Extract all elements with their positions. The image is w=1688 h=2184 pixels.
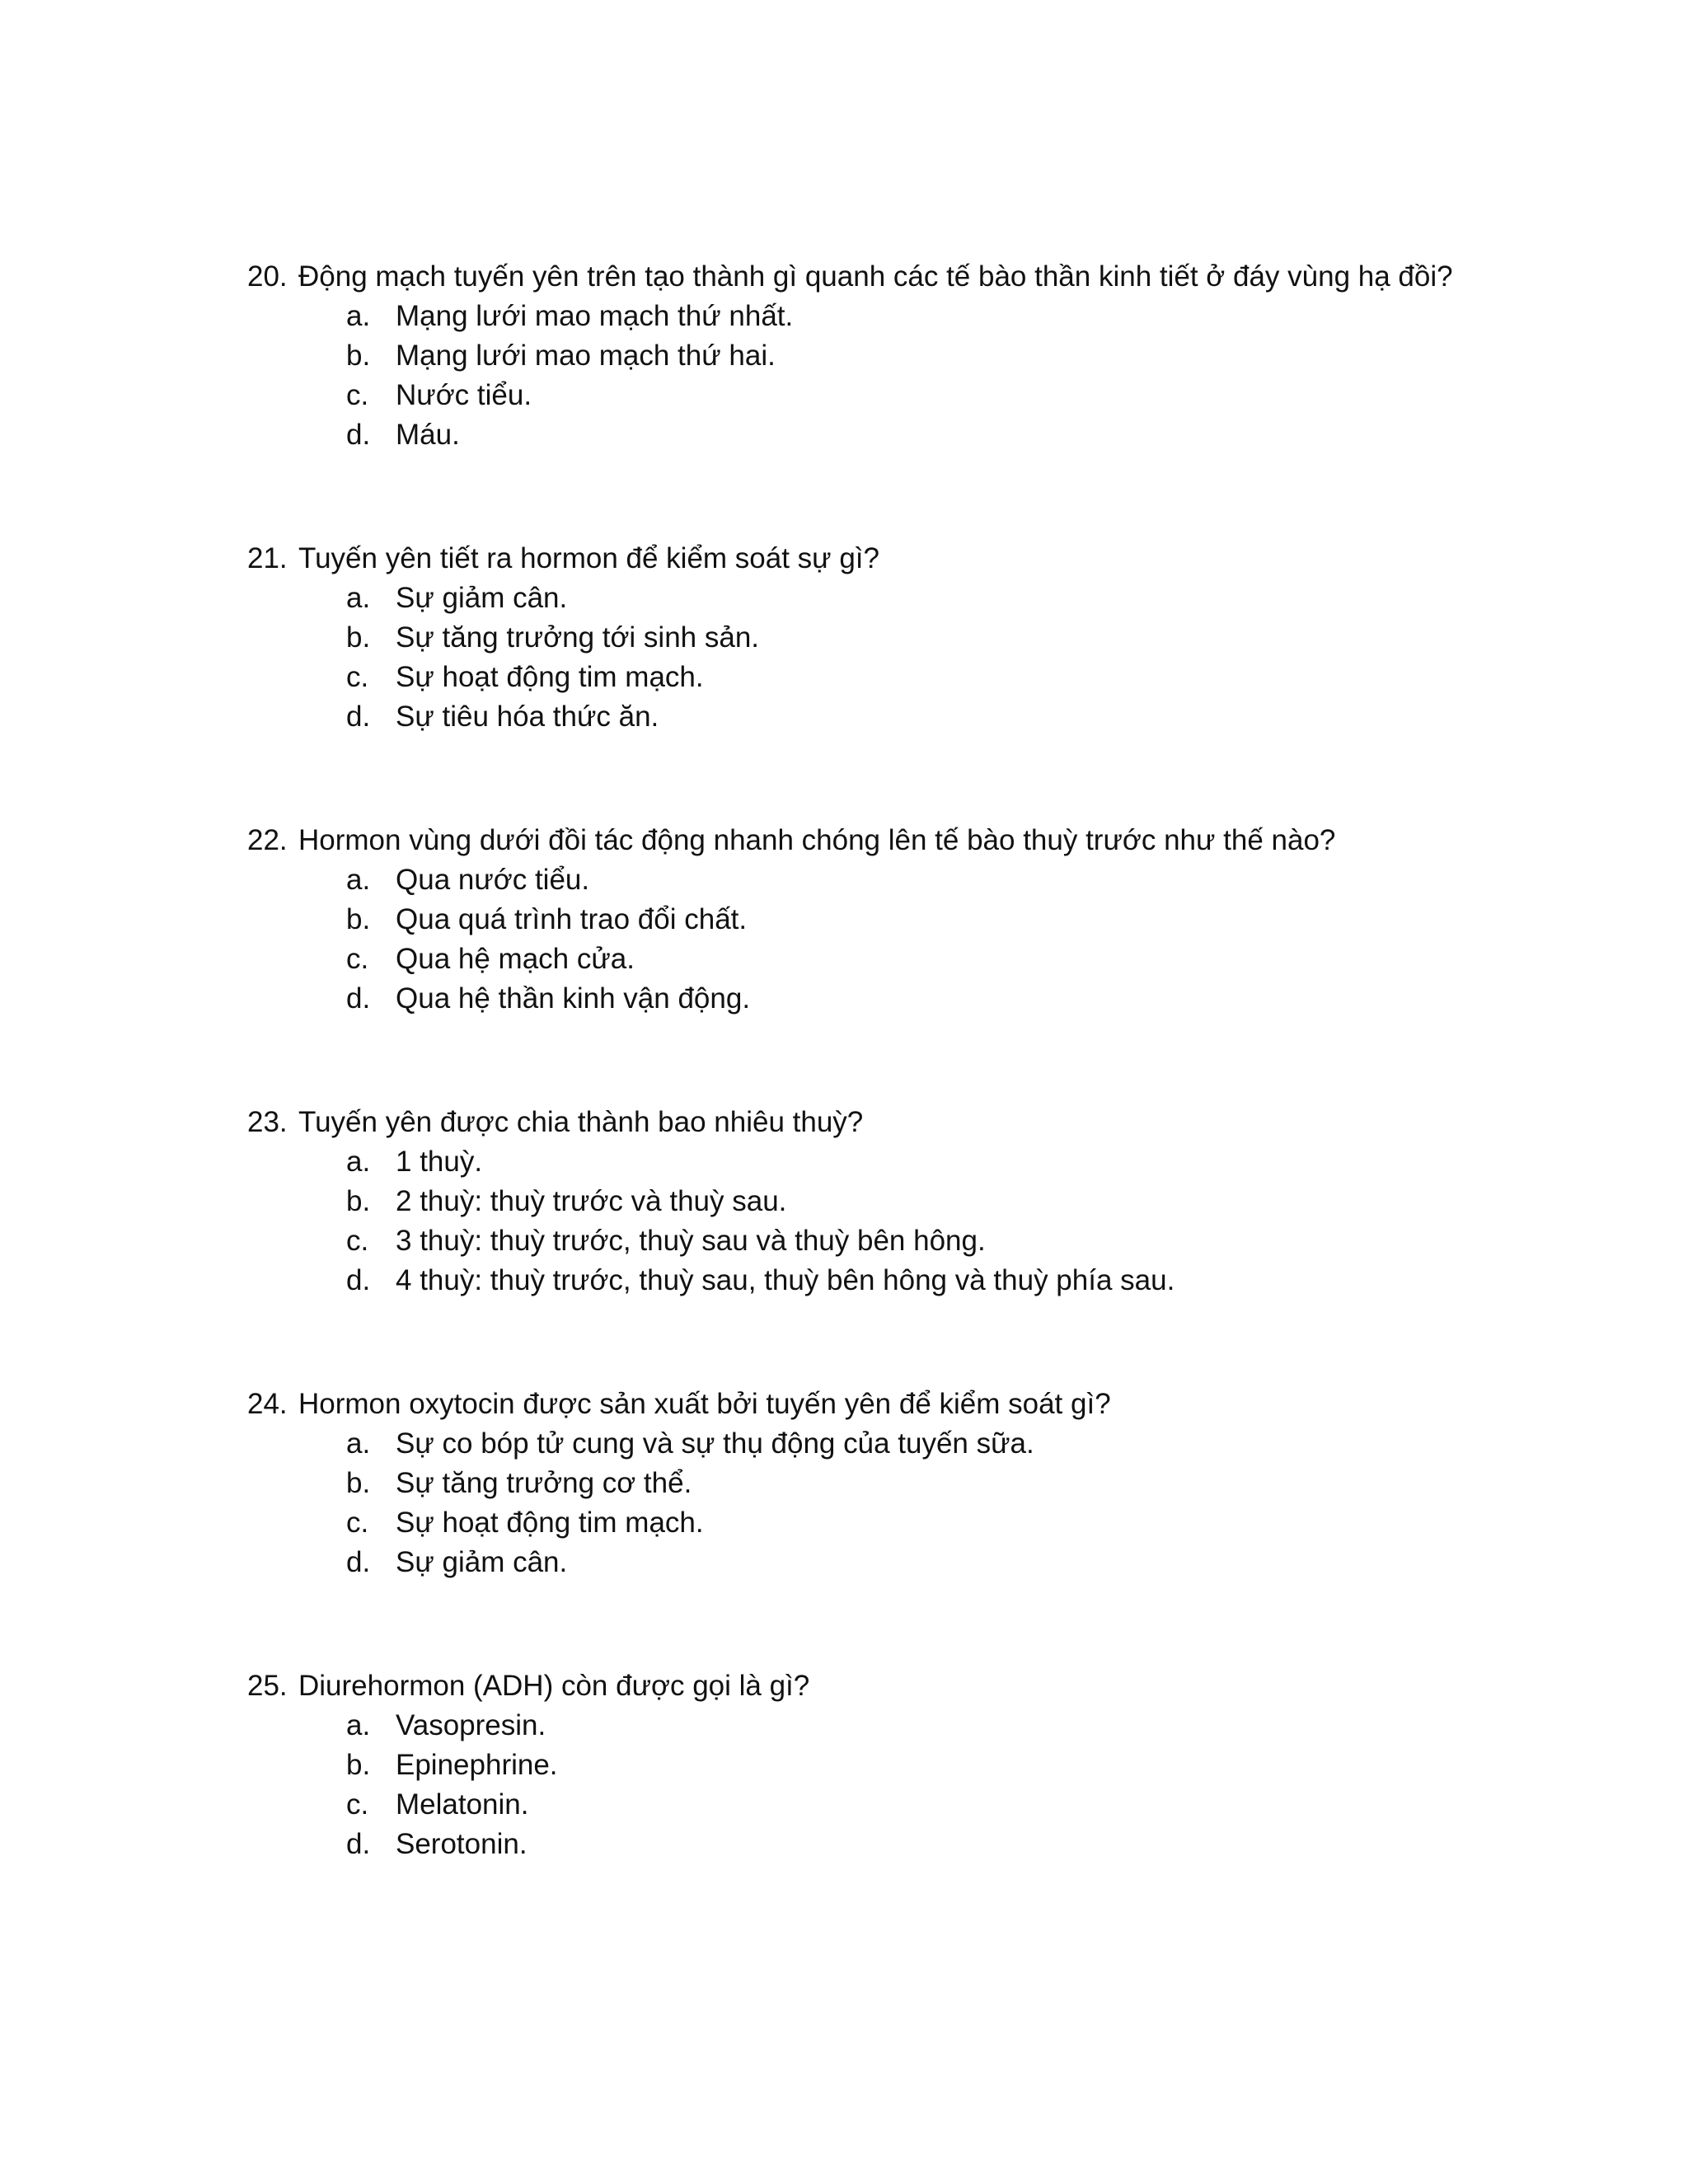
answer-option-b bbox=[346, 1746, 558, 1785]
option-letter: a. bbox=[346, 1709, 371, 1741]
option-letter: b. bbox=[346, 621, 371, 654]
option-letter: c. bbox=[346, 943, 369, 975]
question-line bbox=[247, 257, 1453, 297]
question-number: 21. bbox=[247, 542, 288, 574]
question-text: Động mạch tuyến yên trên tạo thành gì quanh các tế bào thần kinh tiết ở đáy vùng hạ đồi? bbox=[298, 260, 1453, 293]
answer-option-a bbox=[346, 1706, 546, 1746]
answer-option-a bbox=[346, 579, 567, 618]
option-letter: d. bbox=[346, 701, 371, 733]
answer-option-a bbox=[346, 1142, 482, 1182]
answer-option-b bbox=[346, 336, 776, 376]
option-letter: c. bbox=[346, 1788, 369, 1821]
option-text: Mạng lưới mao mạch thứ nhất. bbox=[396, 300, 794, 332]
answer-option-b bbox=[346, 900, 747, 940]
question-number: 22. bbox=[247, 824, 288, 856]
option-letter: b. bbox=[346, 1467, 371, 1499]
option-text: Serotonin. bbox=[396, 1828, 528, 1860]
answer-option-c bbox=[346, 658, 704, 697]
option-letter: a. bbox=[346, 1146, 371, 1178]
option-letter: d. bbox=[346, 982, 371, 1015]
answer-option-d bbox=[346, 979, 750, 1019]
option-text: Sự giảm cân. bbox=[396, 582, 568, 614]
answer-option-c bbox=[346, 376, 532, 415]
option-text: Sự hoạt động tim mạch. bbox=[396, 661, 704, 693]
question-text: Hormon oxytocin được sản xuất bởi tuyến yên để kiểm soát gì? bbox=[298, 1388, 1111, 1420]
answer-option-c bbox=[346, 940, 635, 979]
answer-option-b bbox=[346, 1182, 786, 1221]
question-text: Tuyến yên được chia thành bao nhiêu thuỳ? bbox=[298, 1106, 864, 1138]
option-letter: b. bbox=[346, 1749, 371, 1781]
option-text: Qua hệ mạch cửa. bbox=[396, 943, 635, 975]
option-text: Vasopresin. bbox=[396, 1709, 546, 1741]
option-letter: c. bbox=[346, 1225, 369, 1257]
option-letter: a. bbox=[346, 300, 371, 332]
option-text: Sự giảm cân. bbox=[396, 1546, 568, 1578]
question-text: Hormon vùng dưới đồi tác động nhanh chóng lên tế bào thuỳ trước như thế nào? bbox=[298, 824, 1336, 856]
option-text: Qua nước tiểu. bbox=[396, 864, 590, 896]
question-text: Tuyến yên tiết ra hormon để kiểm soát sự gì? bbox=[298, 542, 879, 574]
option-letter: b. bbox=[346, 1185, 371, 1217]
option-text: Mạng lưới mao mạch thứ hai. bbox=[396, 340, 776, 372]
answer-option-d bbox=[346, 415, 460, 455]
answer-option-a bbox=[346, 1424, 1034, 1464]
option-text: Sự tăng trưởng cơ thể. bbox=[396, 1467, 692, 1499]
option-letter: a. bbox=[346, 864, 371, 896]
answer-option-a bbox=[346, 297, 793, 336]
option-letter: d. bbox=[346, 1828, 371, 1860]
answer-option-c bbox=[346, 1503, 704, 1543]
option-text: Nước tiểu. bbox=[396, 379, 532, 411]
option-letter: b. bbox=[346, 903, 371, 935]
option-text: Qua quá trình trao đổi chất. bbox=[396, 903, 748, 935]
option-text: Sự hoạt động tim mạch. bbox=[396, 1507, 704, 1539]
option-text: 4 thuỳ: thuỳ trước, thuỳ sau, thuỳ bên hông và thuỳ phía sau. bbox=[396, 1264, 1175, 1296]
answer-option-c bbox=[346, 1221, 986, 1261]
answer-option-b bbox=[346, 1464, 692, 1503]
option-letter: c. bbox=[346, 1507, 369, 1539]
option-letter: d. bbox=[346, 1546, 371, 1578]
option-text: Epinephrine. bbox=[396, 1749, 558, 1781]
question-line bbox=[247, 821, 1335, 860]
option-letter: a. bbox=[346, 1427, 371, 1460]
option-letter: d. bbox=[346, 419, 371, 451]
question-number: 25. bbox=[247, 1670, 288, 1702]
question-line bbox=[247, 539, 879, 579]
option-text: 3 thuỳ: thuỳ trước, thuỳ sau và thuỳ bên hông. bbox=[396, 1225, 986, 1257]
option-letter: c. bbox=[346, 379, 369, 411]
answer-option-c bbox=[346, 1785, 528, 1825]
question-number: 23. bbox=[247, 1106, 288, 1138]
answer-option-d bbox=[346, 1825, 528, 1864]
answer-option-a bbox=[346, 860, 589, 900]
option-letter: d. bbox=[346, 1264, 371, 1296]
option-text: Máu. bbox=[396, 419, 460, 451]
option-text: Sự tăng trưởng tới sinh sản. bbox=[396, 621, 760, 654]
option-text: Melatonin. bbox=[396, 1788, 529, 1821]
answer-option-d bbox=[346, 697, 659, 737]
answer-option-d bbox=[346, 1543, 567, 1582]
question-line bbox=[247, 1103, 863, 1142]
question-line bbox=[247, 1385, 1111, 1424]
option-text: Qua hệ thần kinh vận động. bbox=[396, 982, 751, 1015]
option-text: 2 thuỳ: thuỳ trước và thuỳ sau. bbox=[396, 1185, 787, 1217]
option-text: 1 thuỳ. bbox=[396, 1146, 483, 1178]
question-line bbox=[247, 1666, 809, 1706]
option-text: Sự tiêu hóa thức ăn. bbox=[396, 701, 659, 733]
option-letter: a. bbox=[346, 582, 371, 614]
answer-option-b bbox=[346, 618, 759, 658]
question-number: 24. bbox=[247, 1388, 288, 1420]
option-letter: b. bbox=[346, 340, 371, 372]
question-number: 20. bbox=[247, 260, 288, 293]
option-letter: c. bbox=[346, 661, 369, 693]
option-text: Sự co bóp tử cung và sự thụ động của tuyến sữa. bbox=[396, 1427, 1034, 1460]
question-text: Diurehormon (ADH) còn được gọi là gì? bbox=[298, 1670, 810, 1702]
answer-option-d bbox=[346, 1261, 1175, 1301]
